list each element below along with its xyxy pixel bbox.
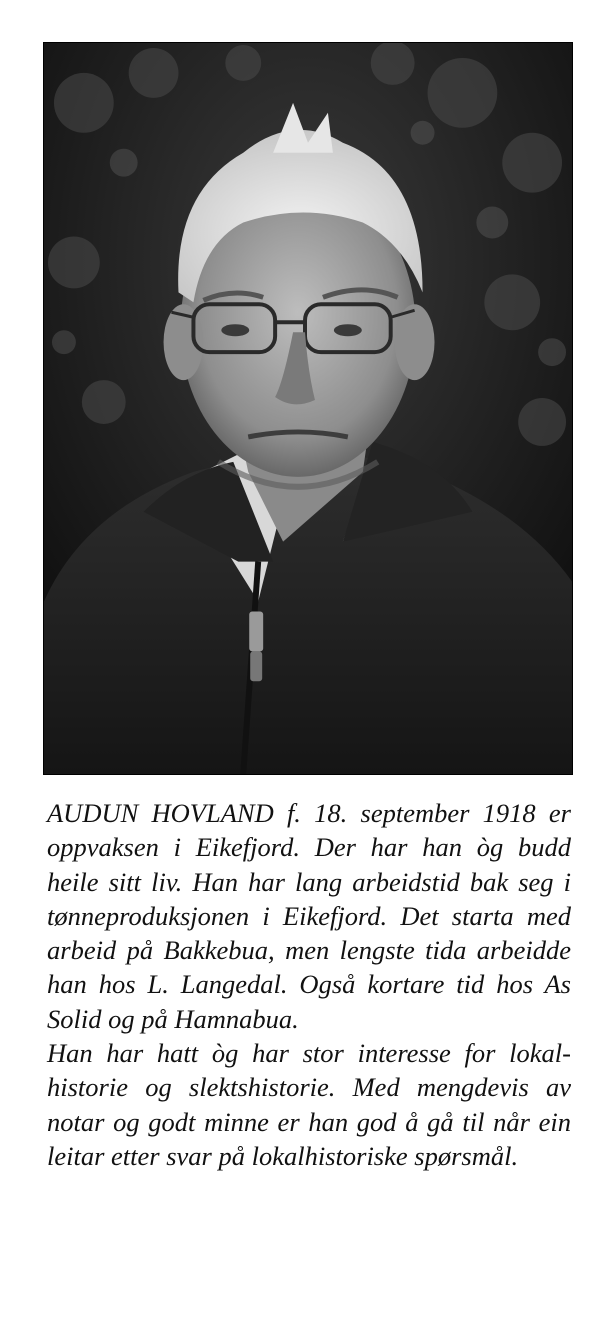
portrait-image <box>44 43 572 774</box>
caption <box>47 796 571 1173</box>
caption-paragraph-2: Han har hatt òg har stor interesse for lokalhistorie og slektshistorie. Med mengdevis av notar og godt minne er han god å gå til når ein leitar etter svar på lokalhistoriske spørsmål. <box>47 1038 571 1171</box>
caption-paragraph-1: AUDUN HOVLAND f. 18. september 1918 er oppvaksen i Eikefjord. Der har han òg budd heile sitt liv. Han har lang arbeidstid bak seg i tønneproduksjonen i Eikefjord. Det starta med arbeid på Bakkebua, men lengste tida arbeidde han hos L. Langedal. Også kortare tid hos As Solid og på Hamnabua. <box>47 798 571 1034</box>
portrait-photo <box>43 42 573 775</box>
